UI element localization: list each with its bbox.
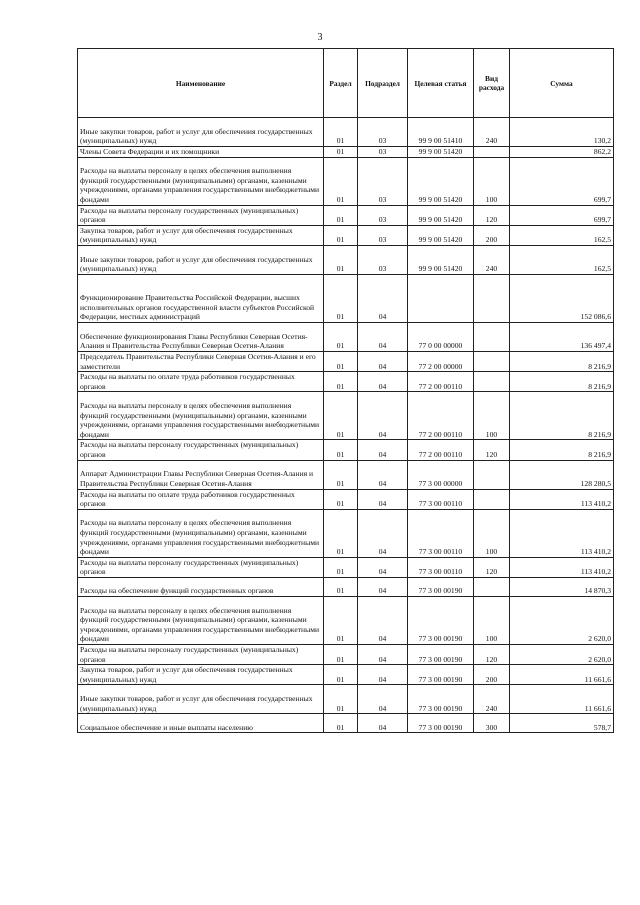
table-cell-subsection: 03 [358, 118, 408, 147]
table-cell-expense-type: 120 [474, 557, 510, 577]
table-cell-expense-type: 240 [474, 685, 510, 714]
column-header-expense-type: Вид расхода [474, 49, 510, 118]
table-cell-subsection: 04 [358, 460, 408, 489]
table-cell-expense-type [474, 147, 510, 158]
table-cell-name: Расходы на выплаты персоналу государственных (муниципальных) органов [78, 644, 324, 664]
table-cell-expense-type [474, 351, 510, 371]
table-cell-name: Иные закупки товаров, работ и услуг для обеспечения государственных (муниципальных) нужд [78, 245, 324, 274]
table-cell-section: 01 [324, 225, 358, 245]
table-cell-name: Закупка товаров, работ и услуг для обеспечения государственных (муниципальных) нужд [78, 665, 324, 685]
table-cell-amount: 152 086,6 [510, 274, 614, 322]
table-cell-section: 01 [324, 274, 358, 322]
table-cell-amount: 113 410,2 [510, 489, 614, 509]
table-cell-name: Расходы на выплаты персоналу государственных (муниципальных) органов [78, 557, 324, 577]
table-cell-name: Расходы на обеспечение функций государственных органов [78, 577, 324, 596]
table-cell-target: 77 3 00 00190 [408, 577, 474, 596]
table-cell-subsection: 03 [358, 245, 408, 274]
table-cell-section: 01 [324, 245, 358, 274]
table-cell-target: 77 3 00 00190 [408, 685, 474, 714]
table-cell-target: 77 3 00 00190 [408, 596, 474, 644]
table-cell-section: 01 [324, 205, 358, 225]
table-cell-section: 01 [324, 118, 358, 147]
table-cell-amount: 862,2 [510, 147, 614, 158]
table-cell-target: 77 3 00 00190 [408, 644, 474, 664]
column-header-amount: Сумма [510, 49, 614, 118]
table-row [78, 440, 614, 460]
table-cell-amount: 128 280,5 [510, 460, 614, 489]
table-cell-subsection: 04 [358, 644, 408, 664]
table-cell-expense-type: 100 [474, 509, 510, 557]
table-cell-subsection: 04 [358, 577, 408, 596]
table-cell-subsection: 03 [358, 225, 408, 245]
table-cell-target: 99 9 00 51420 [408, 245, 474, 274]
table-cell-target: 99 9 00 51420 [408, 205, 474, 225]
table-cell-target: 77 2 00 00000 [408, 351, 474, 371]
table-cell-target: 77 2 00 00110 [408, 392, 474, 440]
table-cell-section: 01 [324, 714, 358, 733]
table-cell-name: Закупка товаров, работ и услуг для обеспечения государственных (муниципальных) нужд [78, 225, 324, 245]
table-row [78, 596, 614, 644]
table-cell-section: 01 [324, 489, 358, 509]
table-cell-amount: 162,5 [510, 245, 614, 274]
table-cell-subsection: 04 [358, 489, 408, 509]
column-header-name: Наименование [78, 49, 324, 118]
table-cell-subsection: 04 [358, 322, 408, 351]
table-cell-amount: 8 216,9 [510, 392, 614, 440]
table-cell-name: Аппарат Администрации Главы Республики Северная Осетия-Алания и Правительства Республики Северная Осетия-Алания [78, 460, 324, 489]
table-row [78, 147, 614, 158]
table-cell-section: 01 [324, 351, 358, 371]
table-cell-amount: 8 216,9 [510, 440, 614, 460]
table-row [78, 557, 614, 577]
table-body [78, 118, 614, 733]
table-cell-expense-type: 100 [474, 392, 510, 440]
table-cell-target: 99 9 00 51420 [408, 225, 474, 245]
table-cell-section: 01 [324, 372, 358, 392]
table-cell-name: Члены Совета Федерации и их помощники [78, 147, 324, 158]
table-cell-section: 01 [324, 322, 358, 351]
table-cell-expense-type [474, 460, 510, 489]
table-cell-subsection: 03 [358, 205, 408, 225]
table-cell-section: 01 [324, 392, 358, 440]
table-cell-expense-type: 120 [474, 440, 510, 460]
column-header-target: Целевая статья [408, 49, 474, 118]
table-row [78, 714, 614, 733]
table-cell-name: Иные закупки товаров, работ и услуг для обеспечения государственных (муниципальных) нужд [78, 685, 324, 714]
budget-table [77, 48, 614, 733]
table-cell-subsection: 04 [358, 351, 408, 371]
table-cell-amount: 113 410,2 [510, 557, 614, 577]
table-cell-expense-type [474, 489, 510, 509]
table-row [78, 685, 614, 714]
table-row [78, 225, 614, 245]
table-cell-name: Расходы на выплаты персоналу в целях обеспечения выполнения функций государственными (муниципальными) органами, казенными учреждениями, органами управления государственными внебюджетными фондами [78, 157, 324, 205]
table-cell-amount: 699,7 [510, 205, 614, 225]
table-cell-subsection: 04 [358, 557, 408, 577]
table-row [78, 274, 614, 322]
table-cell-name: Расходы на выплаты по оплате труда работников государственных органов [78, 372, 324, 392]
table-cell-target: 77 3 00 00110 [408, 509, 474, 557]
table-cell-amount: 2 620,0 [510, 644, 614, 664]
table-cell-expense-type: 100 [474, 596, 510, 644]
table-cell-amount: 11 661,6 [510, 685, 614, 714]
table-cell-target: 77 3 00 00000 [408, 460, 474, 489]
table-cell-amount: 14 870,3 [510, 577, 614, 596]
table-row [78, 577, 614, 596]
table-cell-name: Расходы на выплаты по оплате труда работников государственных органов [78, 489, 324, 509]
table-cell-section: 01 [324, 596, 358, 644]
table-cell-amount: 578,7 [510, 714, 614, 733]
table-row [78, 322, 614, 351]
table-cell-name: Расходы на выплаты персоналу государственных (муниципальных) органов [78, 205, 324, 225]
table-cell-name: Расходы на выплаты персоналу государственных (муниципальных) органов [78, 440, 324, 460]
table-cell-subsection: 04 [358, 392, 408, 440]
table-row [78, 205, 614, 225]
table-cell-expense-type: 100 [474, 157, 510, 205]
table-cell-amount: 113 410,2 [510, 509, 614, 557]
table-cell-name: Председатель Правительства Республики Северная Осетия-Алания и его заместители [78, 351, 324, 371]
table-cell-target: 77 0 00 00000 [408, 322, 474, 351]
table-cell-section: 01 [324, 644, 358, 664]
table-row [78, 372, 614, 392]
table-cell-subsection: 03 [358, 157, 408, 205]
table-cell-target [408, 274, 474, 322]
table-row [78, 392, 614, 440]
table-row [78, 460, 614, 489]
table-cell-section: 01 [324, 147, 358, 158]
table-cell-amount: 8 216,9 [510, 351, 614, 371]
table-cell-target: 99 9 00 51420 [408, 157, 474, 205]
table-cell-section: 01 [324, 157, 358, 205]
table-cell-name: Функционирование Правительства Российской Федерации, высших исполнительных органов государственной власти субъектов Российской Федерации, местных администраций [78, 274, 324, 322]
table-cell-expense-type: 120 [474, 205, 510, 225]
table-cell-name: Иные закупки товаров, работ и услуг для обеспечения государственных (муниципальных) нужд [78, 118, 324, 147]
table-cell-target: 77 3 00 00110 [408, 557, 474, 577]
table-cell-name: Расходы на выплаты персоналу в целях обеспечения выполнения функций государственными (муниципальными) органами, казенными учреждениями, органами управления государственными внебюджетными фондами [78, 509, 324, 557]
table-row [78, 489, 614, 509]
table-cell-expense-type [474, 577, 510, 596]
table-cell-amount: 130,2 [510, 118, 614, 147]
table-cell-target: 99 9 00 51410 [408, 118, 474, 147]
table-cell-amount: 162,5 [510, 225, 614, 245]
table-row [78, 665, 614, 685]
table-row [78, 157, 614, 205]
table-cell-section: 01 [324, 509, 358, 557]
table-cell-expense-type: 240 [474, 245, 510, 274]
table-cell-expense-type [474, 274, 510, 322]
table-cell-subsection: 04 [358, 440, 408, 460]
table-cell-name: Расходы на выплаты персоналу в целях обеспечения выполнения функций государственными (муниципальными) органами, казенными учреждениями, органами управления государственными внебюджетными фондами [78, 392, 324, 440]
table-cell-subsection: 04 [358, 714, 408, 733]
table-cell-section: 01 [324, 460, 358, 489]
table-cell-section: 01 [324, 685, 358, 714]
table-header-row [78, 49, 614, 118]
table-cell-name: Расходы на выплаты персоналу в целях обеспечения выполнения функций государственными (муниципальными) органами, казенными учреждениями, органами управления государственными внебюджетными фондами [78, 596, 324, 644]
table-cell-amount: 8 216,9 [510, 372, 614, 392]
table-cell-target: 77 3 00 00110 [408, 489, 474, 509]
table-row [78, 644, 614, 664]
table-cell-subsection: 04 [358, 665, 408, 685]
table-cell-subsection: 04 [358, 596, 408, 644]
table-cell-target: 77 2 00 00110 [408, 440, 474, 460]
table-row [78, 351, 614, 371]
table-cell-section: 01 [324, 577, 358, 596]
table-cell-expense-type: 300 [474, 714, 510, 733]
table-cell-section: 01 [324, 665, 358, 685]
column-header-subsection: Подраздел [358, 49, 408, 118]
table-row [78, 509, 614, 557]
table-cell-amount: 699,7 [510, 157, 614, 205]
table-cell-subsection: 04 [358, 685, 408, 714]
table-row [78, 118, 614, 147]
table-cell-subsection: 04 [358, 372, 408, 392]
table-cell-expense-type: 200 [474, 225, 510, 245]
table-cell-subsection: 04 [358, 274, 408, 322]
page-number: 3 [317, 32, 323, 43]
table-cell-subsection: 04 [358, 509, 408, 557]
table-cell-target: 99 9 00 51420 [408, 147, 474, 158]
table-cell-section: 01 [324, 557, 358, 577]
table-cell-section: 01 [324, 440, 358, 460]
table-cell-target: 77 3 00 00190 [408, 714, 474, 733]
table-cell-amount: 2 620,0 [510, 596, 614, 644]
table-cell-amount: 11 661,6 [510, 665, 614, 685]
table-cell-target: 77 2 00 00110 [408, 372, 474, 392]
table-cell-name: Социальное обеспечение и иные выплаты населению [78, 714, 324, 733]
table-cell-expense-type [474, 372, 510, 392]
table-cell-expense-type: 240 [474, 118, 510, 147]
table-cell-expense-type: 200 [474, 665, 510, 685]
table-cell-name: Обеспечение функционирования Главы Республики Северная Осетия-Алания и Правительства Республики Северная Осетия-Алания [78, 322, 324, 351]
table-cell-target: 77 3 00 00190 [408, 665, 474, 685]
table-cell-expense-type [474, 322, 510, 351]
table-cell-amount: 136 497,4 [510, 322, 614, 351]
table-row [78, 245, 614, 274]
table-cell-expense-type: 120 [474, 644, 510, 664]
table-cell-subsection: 03 [358, 147, 408, 158]
column-header-section: Раздел [324, 49, 358, 118]
